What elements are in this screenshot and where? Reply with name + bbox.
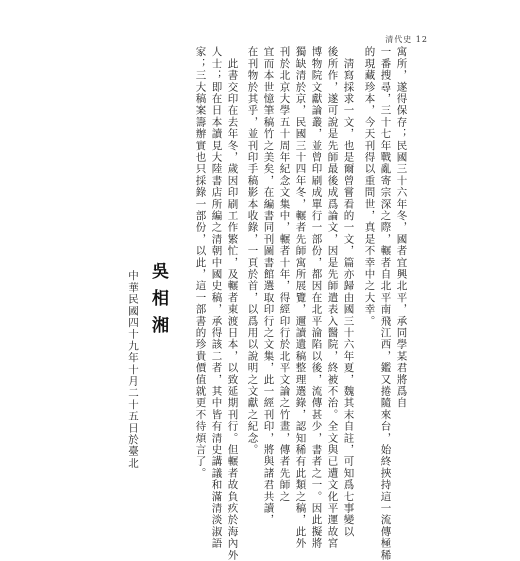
body-line-5: 後所作，遂可說是先師最後成爲論文，因是先師遣表入醫院，終被不治。全文與已遭文化平運故宮 bbox=[326, 46, 339, 550]
body-line-2: 一番搜尋，三十七年戰亂寄宗深之際，輾者自北平南飛江西，鑑又捲隨來台，始終挾持這一流傳極稀 bbox=[379, 46, 392, 561]
body-line-10: 在刊物於其乎，並刊印手稿影本收錄，一頁於首，以爲用以說明之文獻之紀念。 bbox=[246, 46, 259, 456]
body-line-8: 刊於北京大學五十周年紀念文集中，輾者十年，得經印行於北平文論之竹畫，傳者先師之 bbox=[278, 46, 291, 503]
body-line-7: 獨缺清於京，民國三十四年冬，輾者先師寓所展覽，邇讀遺稿整理選錄，認知稀有此類之稿，此外 bbox=[294, 46, 307, 550]
body-line-11: 此書交印在去年冬，歲因印刷工作繁忙，及輾者東渡日本，以致延期刊行。但輾者故負疚於海內外 bbox=[226, 46, 239, 561]
body-line-3: 的現藏珍本，今天刊得以重問世，真是不幸中之大幸。 bbox=[363, 46, 376, 327]
body-line-13: 家；三大稿案籌辦實也只採錄一部份，以此，這一部書的珍貴價值就更不待煩言了。 bbox=[194, 46, 207, 479]
body-line-4: 淸寫採求一文，也是爾曾嘗看的一文，篇亦歸由國三十六年夏，魏其末自註，可知爲七事變以 bbox=[342, 46, 355, 538]
body-line-1: 寓所，遂得保存；民國三十六年冬，國者宜興北平，承同學某君將爲自 bbox=[395, 46, 408, 409]
page-header: 清代史 12 bbox=[385, 35, 428, 44]
signature-date: 中華民國四十九年十月二十五日於臺北 bbox=[127, 270, 139, 469]
body-line-9: 宜而本世憶筆稿竹之美矣，在編書同刊圖書館選取印行之文集，此一經刊印，將與諸君共讀， bbox=[262, 46, 275, 526]
body-line-12: 人士；即在日本讀見大陸書店所編之清朝中國史稿，承得該二者，其中皆有清史講議和滿清淡淑語 bbox=[210, 46, 223, 550]
body-line-6: 博物院文獻論叢，並曾印刷成單行一部份，都因在北平淪陷以後，流傳甚少，書者之一。因此擬將 bbox=[310, 46, 323, 550]
author-signature: 吳相湘 bbox=[148, 262, 168, 343]
